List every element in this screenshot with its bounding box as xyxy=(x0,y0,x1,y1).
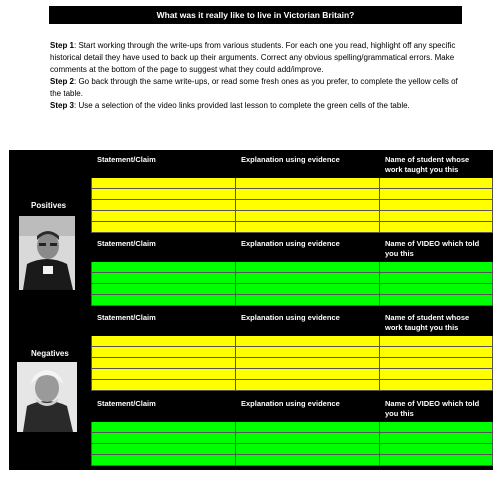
step-1: Step 1: Start working through the write-ups from various students. For each one you read, highlight off any specific historical detail they have used to back up their arguments. Correct any obvious spelling/grammatical errors. Make comments at the bottom of the page to suggest what they could add/improve. xyxy=(50,41,456,74)
table-cell[interactable] xyxy=(236,211,380,222)
instructions xyxy=(50,40,460,112)
table-row xyxy=(92,433,493,444)
positives-video-table xyxy=(91,236,493,306)
header-student: Name of student whose work taught you this xyxy=(380,311,493,336)
header-video: Name of VIDEO which told you this xyxy=(380,237,493,262)
table-cell[interactable] xyxy=(236,455,380,466)
header-explanation: Explanation using evidence xyxy=(236,237,380,262)
header-claim: Statement/Claim xyxy=(92,153,236,178)
negatives-video-table xyxy=(91,396,493,466)
table-cell[interactable] xyxy=(380,358,493,369)
table-cell[interactable] xyxy=(380,222,493,233)
table-cell[interactable] xyxy=(92,200,236,211)
table-cell[interactable] xyxy=(236,358,380,369)
table-cell[interactable] xyxy=(92,211,236,222)
table-cell[interactable] xyxy=(92,284,236,295)
table-cell[interactable] xyxy=(380,444,493,455)
positives-student-table xyxy=(91,152,493,233)
table-row xyxy=(92,369,493,380)
table-row xyxy=(92,336,493,347)
table-cell[interactable] xyxy=(92,444,236,455)
table-cell[interactable] xyxy=(236,444,380,455)
table-row xyxy=(92,200,493,211)
table-cell[interactable] xyxy=(380,380,493,391)
table-cell[interactable] xyxy=(236,422,380,433)
header-claim: Statement/Claim xyxy=(92,397,236,422)
table-cell[interactable] xyxy=(236,336,380,347)
table-row xyxy=(92,444,493,455)
table-cell[interactable] xyxy=(380,211,493,222)
table-cell[interactable] xyxy=(92,189,236,200)
table-cell[interactable] xyxy=(380,189,493,200)
table-cell[interactable] xyxy=(236,369,380,380)
header-explanation: Explanation using evidence xyxy=(236,397,380,422)
table-cell[interactable] xyxy=(236,189,380,200)
table-cell[interactable] xyxy=(92,178,236,189)
table-cell[interactable] xyxy=(380,295,493,306)
table-cell[interactable] xyxy=(236,200,380,211)
table-cell[interactable] xyxy=(92,273,236,284)
header-claim: Statement/Claim xyxy=(92,311,236,336)
header-video: Name of VIDEO which told you this xyxy=(380,397,493,422)
portrait-photo-positives xyxy=(19,216,75,290)
table-row xyxy=(92,358,493,369)
step-3: Step 3: Use a selection of the video links provided last lesson to complete the green cells of the table. xyxy=(50,101,410,110)
table-cell[interactable] xyxy=(92,433,236,444)
table-cell[interactable] xyxy=(236,284,380,295)
table-cell[interactable] xyxy=(92,295,236,306)
header-student: Name of student whose work taught you this xyxy=(380,153,493,178)
table-cell[interactable] xyxy=(380,336,493,347)
table-cell[interactable] xyxy=(380,455,493,466)
table-row xyxy=(92,422,493,433)
table-row xyxy=(92,211,493,222)
header-explanation: Explanation using evidence xyxy=(236,153,380,178)
table-row xyxy=(92,189,493,200)
table-cell[interactable] xyxy=(92,262,236,273)
table-row xyxy=(92,380,493,391)
table-cell[interactable] xyxy=(236,433,380,444)
table-row xyxy=(92,347,493,358)
table-cell[interactable] xyxy=(380,262,493,273)
table-cell[interactable] xyxy=(380,178,493,189)
table-row xyxy=(92,262,493,273)
table-row xyxy=(92,295,493,306)
table-cell[interactable] xyxy=(236,347,380,358)
table-cell[interactable] xyxy=(380,284,493,295)
table-cell[interactable] xyxy=(92,380,236,391)
table-row xyxy=(92,178,493,189)
table-cell[interactable] xyxy=(380,433,493,444)
table-cell[interactable] xyxy=(380,200,493,211)
table-cell[interactable] xyxy=(236,273,380,284)
table-cell[interactable] xyxy=(92,336,236,347)
table-cell[interactable] xyxy=(236,222,380,233)
table-cell[interactable] xyxy=(380,347,493,358)
page-title: What was it really like to live in Victorian Britain? xyxy=(49,6,462,24)
table-cell[interactable] xyxy=(236,380,380,391)
table-row xyxy=(92,222,493,233)
table-cell[interactable] xyxy=(380,273,493,284)
table-cell[interactable] xyxy=(92,422,236,433)
header-claim: Statement/Claim xyxy=(92,237,236,262)
header-explanation: Explanation using evidence xyxy=(236,311,380,336)
table-row xyxy=(92,273,493,284)
table-cell[interactable] xyxy=(380,422,493,433)
worksheet-grid xyxy=(9,150,493,470)
table-cell[interactable] xyxy=(92,455,236,466)
negatives-student-table xyxy=(91,310,493,391)
negatives-label: Negatives xyxy=(31,349,69,358)
table-row xyxy=(92,455,493,466)
table-cell[interactable] xyxy=(92,358,236,369)
table-cell[interactable] xyxy=(92,369,236,380)
table-cell[interactable] xyxy=(236,295,380,306)
table-cell[interactable] xyxy=(92,347,236,358)
table-cell[interactable] xyxy=(236,178,380,189)
table-cell[interactable] xyxy=(92,222,236,233)
table-cell[interactable] xyxy=(380,369,493,380)
table-row xyxy=(92,284,493,295)
step-2: Step 2: Go back through the same write-ups, or read some fresh ones as you prefer, to complete the yellow cells of the table. xyxy=(50,77,458,98)
table-cell[interactable] xyxy=(236,262,380,273)
portrait-photo-negatives xyxy=(17,362,77,432)
positives-label: Positives xyxy=(31,201,67,210)
